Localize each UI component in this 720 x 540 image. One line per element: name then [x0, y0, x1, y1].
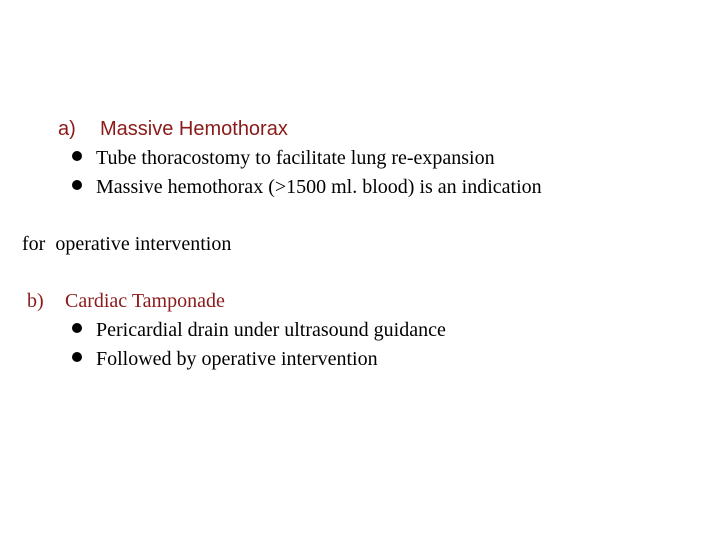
section-a-continuation: for operative intervention: [22, 233, 232, 255]
bullet-dot-icon: [72, 352, 82, 362]
section-b-bullet-2: [72, 347, 378, 371]
section-a-heading: [58, 117, 288, 141]
bullet-dot-icon: [72, 151, 82, 161]
bullet-dot-icon: [72, 323, 82, 333]
section-b-bullet-2-text: Followed by operative intervention: [96, 348, 378, 370]
section-b-bullet-1: [72, 318, 446, 342]
section-a-marker: a): [58, 118, 76, 140]
section-a-bullet-2-text: Massive hemothorax (>1500 ml. blood) is an indication: [96, 176, 542, 198]
section-a-title: Massive Hemothorax: [100, 118, 288, 140]
section-b-marker: b): [27, 290, 44, 312]
section-a-bullet-2: [72, 175, 542, 199]
section-a-bullet-1: [72, 146, 495, 170]
section-b-bullet-1-text: Pericardial drain under ultrasound guidance: [96, 319, 446, 341]
section-b-heading: [27, 289, 225, 313]
section-a-bullet-1-text: Tube thoracostomy to facilitate lung re-expansion: [96, 147, 495, 169]
bullet-dot-icon: [72, 180, 82, 190]
section-b-title: Cardiac Tamponade: [65, 290, 225, 312]
